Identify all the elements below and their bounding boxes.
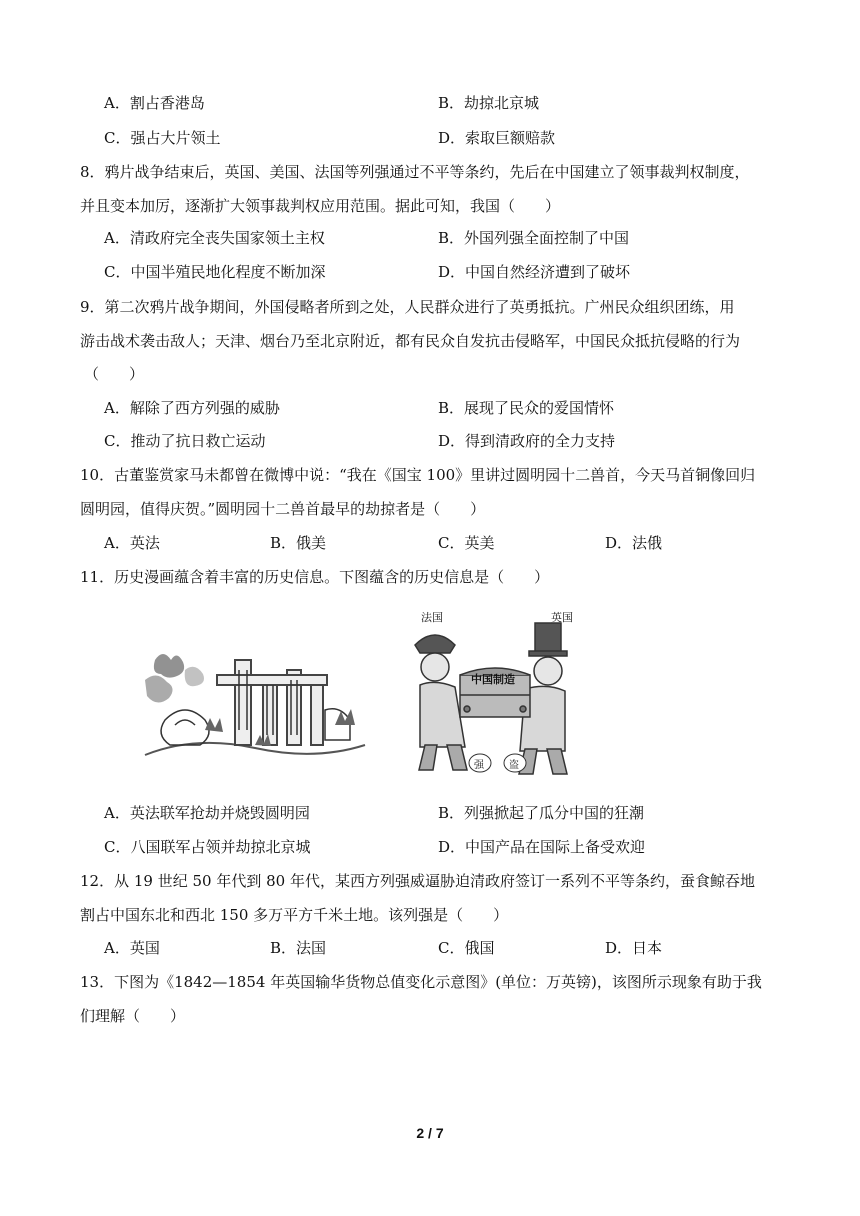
cartoon-label-qiang: 强 (474, 760, 484, 771)
q9-option-b: B．展现了民众的爱国情怀 (438, 399, 615, 417)
q11-option-c: C．八国联军占领并劫掠北京城 (104, 838, 311, 856)
q10-option-d: D．法俄 (605, 534, 663, 552)
q8-option-c: C．中国半殖民地化程度不断加深 (104, 263, 326, 281)
q7-option-a: A．割占香港岛 (104, 94, 205, 112)
q8-stem-line1: 8．鸦片战争结束后，英国、美国、法国等列强通过不平等条约，先后在中国建立了领事裁判权制度， (80, 163, 750, 181)
cartoon-label-france: 法国 (421, 612, 443, 624)
q9-option-a: A．解除了西方列强的威胁 (104, 399, 280, 417)
q7-option-c: C．强占大片领土 (104, 129, 221, 147)
q13-stem-line2: 们理解（ ） (80, 1007, 186, 1025)
cartoon-label-britain: 英国 (551, 612, 573, 624)
q12-option-b: B．法国 (270, 939, 327, 957)
q10-stem-line2: 圆明园，值得庆贺。”圆明园十二兽首最早的劫掠者是（ ） (80, 500, 486, 518)
q11-option-d: D．中国产品在国际上备受欢迎 (438, 838, 646, 856)
cartoon-label-chest: 中国制造 (471, 674, 515, 686)
q8-option-d: D．中国自然经济遭到了破坏 (438, 263, 631, 281)
q13-stem-line1: 13．下图为《1842—1854 年英国输华货物总值变化示意图》(单位：万英镑)，该图所示现象有助于我 (80, 973, 762, 991)
q10-option-b: B．俄美 (270, 534, 327, 552)
q12-option-d: D．日本 (605, 939, 663, 957)
q12-stem-line1: 12．从 19 世纪 50 年代到 80 年代，某西方列强威逼胁迫清政府签订一系列不平等条约，蚕食鲸吞地 (80, 872, 755, 890)
q11-option-a: A．英法联军抢劫并烧毁圆明园 (104, 804, 310, 822)
q9-stem-line2: 游击战术袭击敌人；天津、烟台乃至北京附近，都有民众自发抗击侵略军，中国民众抵抗侵略的行为 (80, 332, 741, 350)
q10-option-c: C．英美 (438, 534, 495, 552)
q10-option-a: A．英法 (104, 534, 160, 552)
q11-option-b: B．列强掀起了瓜分中国的狂潮 (438, 804, 645, 822)
cartoon-label-dao: 盗 (509, 760, 519, 771)
q12-option-c: C．俄国 (438, 939, 495, 957)
ruins-illustration (135, 640, 370, 780)
q12-option-a: A．英国 (104, 939, 160, 957)
cartoon-illustration (405, 605, 585, 780)
q8-stem-line2: 并且变本加厉，逐渐扩大领事裁判权应用范围。据此可知，我国（ ） (80, 197, 561, 215)
q8-option-a: A．清政府完全丧失国家领土主权 (104, 229, 325, 247)
q9-stem-line1: 9．第二次鸦片战争期间，外国侵略者所到之处，人民群众进行了英勇抵抗。广州民众组织团练，用 (80, 298, 735, 316)
q9-stem-line3: （ ） (84, 365, 145, 383)
q7-option-b: B．劫掠北京城 (438, 94, 540, 112)
q8-option-b: B．外国列强全面控制了中国 (438, 229, 630, 247)
q12-stem-line2: 割占中国东北和西北 150 多万平方千米土地。该列强是（ ） (80, 906, 509, 924)
q9-option-d: D．得到清政府的全力支持 (438, 432, 616, 450)
q7-option-d: D．索取巨额赔款 (438, 129, 556, 147)
q9-option-c: C．推动了抗日救亡运动 (104, 432, 266, 450)
q11-stem-line1: 11．历史漫画蕴含着丰富的历史信息。下图蕴含的历史信息是（ ） (80, 568, 550, 586)
q10-stem-line1: 10．古董鉴赏家马未都曾在微博中说：“我在《国宝 100》里讲过圆明园十二兽首，今天马首铜像回归 (80, 466, 756, 484)
page-number: 2 / 7 (416, 1125, 444, 1141)
